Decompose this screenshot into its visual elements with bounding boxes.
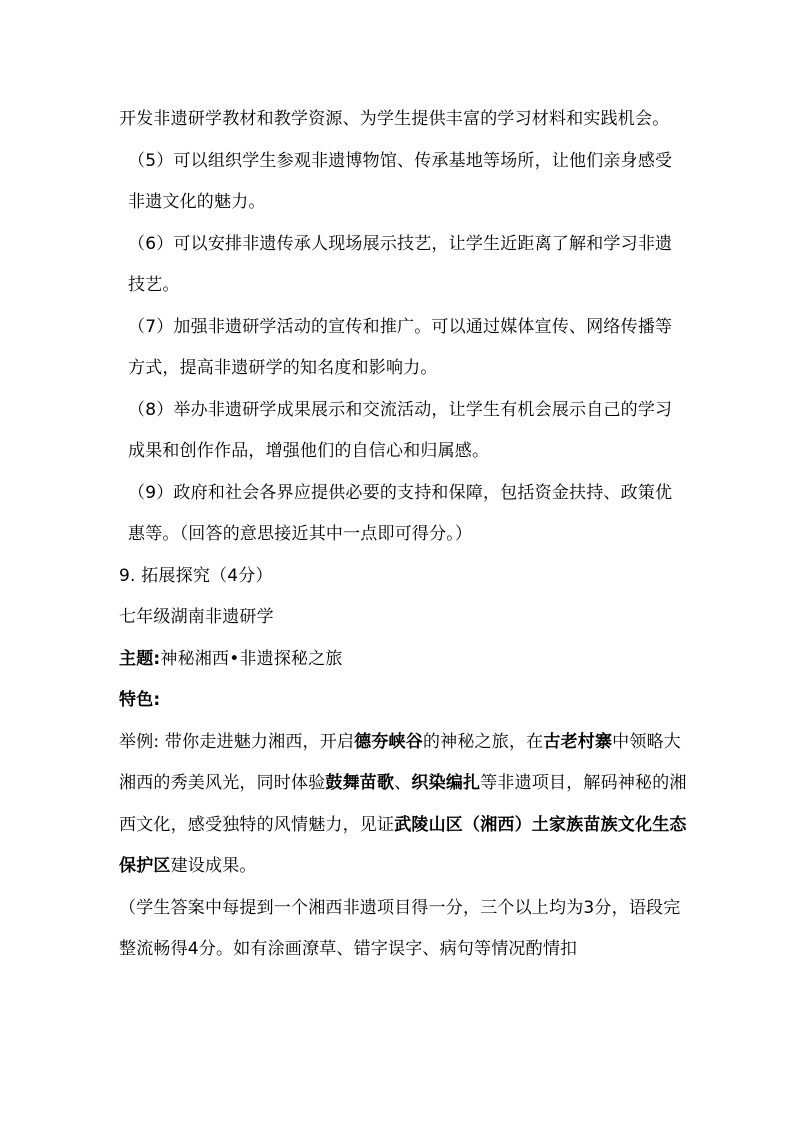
section-subtitle: 七年级湖南非遗研学 bbox=[119, 607, 274, 627]
example-text: 、 bbox=[394, 773, 412, 793]
example-text: 中领略大湘西的秀美风光，同时体验 bbox=[119, 731, 681, 793]
example-text: 举例: 带你走进魅力湘西，开启 bbox=[119, 731, 355, 752]
paragraph-item-5: （5）可以组织学生参观非遗博物馆、传承基地等场所，让他们亲身感受非遗文化的魅力。 bbox=[128, 150, 673, 212]
section-heading: 9. 拓展探究（4分） bbox=[119, 565, 273, 586]
paragraph-item-8: （8）举办非遗研学成果展示和交流活动，让学生有机会展示自己的学习成果和创作作品，增强他们的自信心和归属感。 bbox=[128, 399, 673, 461]
example-paragraph bbox=[119, 722, 689, 888]
theme-value: 神秘湘西•非遗探秘之旅 bbox=[160, 648, 343, 669]
example-highlight: 武陵山区（湘西）土家族苗族文化生态保护区 bbox=[119, 814, 687, 876]
example-highlight: 德夯峡谷 bbox=[354, 731, 423, 752]
paragraph-teaching-resources: 开发非遗研学教材和教学资源、为学生提供丰富的学习材料和实践机会。 bbox=[119, 109, 670, 129]
feature-label-line bbox=[119, 680, 689, 722]
example-text: 的神秘之旅，在 bbox=[422, 731, 544, 752]
paragraph-item-7: （7）加强非遗研学活动的宣传和推广。可以通过媒体宣传、网络传播等方式，提高非遗研学的知名度和影响力。 bbox=[128, 316, 673, 378]
scoring-note: （学生答案中每提到一个湘西非遗项目得一分，三个以上均为3分，语段完整流畅得4分。如有涂画潦草、错字误字、病句等情况酌情扣 bbox=[119, 897, 681, 959]
document-body bbox=[119, 99, 689, 971]
example-text: 等非遗项目，解码神秘的湘西文化，感受独特的风情魅力，见证 bbox=[119, 773, 687, 835]
paragraph-item-6: （6）可以安排非遗传承人现场展示技艺，让学生近距离了解和学习非遗技艺。 bbox=[128, 233, 673, 295]
example-highlight: 古老村寨 bbox=[543, 731, 613, 752]
paragraph-item-9: （9）政府和社会各界应提供必要的支持和保障，包括资金扶持、政策优惠等。（回答的意思接近其中一点即可得分。） bbox=[128, 482, 673, 544]
example-text: 建设成果。 bbox=[170, 856, 257, 876]
theme-line bbox=[119, 639, 689, 681]
theme-label: 主题: bbox=[119, 648, 161, 669]
example-highlight: 织染编扎 bbox=[411, 773, 481, 793]
example-highlight: 鼓舞苗歌 bbox=[325, 773, 395, 793]
feature-label: 特色: bbox=[119, 690, 161, 710]
